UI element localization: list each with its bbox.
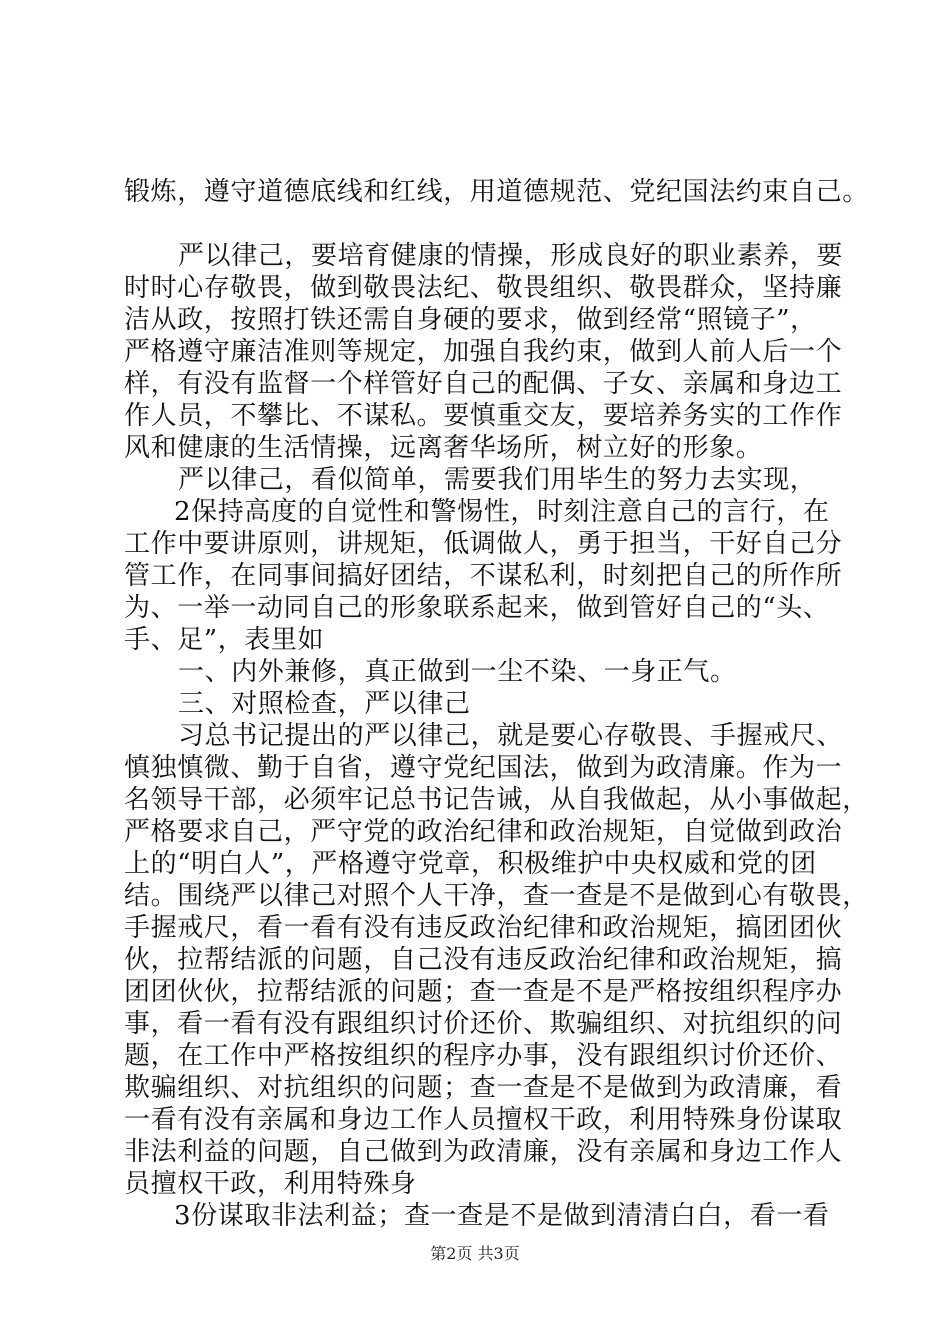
text-line: 结。围绕严以律己对照个人干净，查一查是不是做到心有敬畏， (124, 881, 869, 911)
text-line: 锻炼，遵守道德底线和红线，用道德规范、党纪国法约束自己。 (124, 177, 869, 207)
text-line: 严格要求自己，严守党的政治纪律和政治规矩，自觉做到政治 (124, 817, 843, 847)
section-heading: 三、对照检查，严以律己 (178, 689, 471, 719)
text-line: 欺骗组织、对抗组织的问题；查一查是不是做到为政清廉，看 (124, 1073, 843, 1103)
text-line: 员擅权干政，利用特殊身 (124, 1169, 417, 1199)
text-line: 一看有没有亲属和身边工作人员擅权干政，利用特殊身份谋取 (124, 1105, 843, 1135)
text-line: 风和健康的生活情操，远离奢华场所，树立好的形象。 (124, 433, 763, 463)
text-line: 样，有没有监督一个样管好自己的配偶、子女、亲属和身边工 (124, 369, 843, 399)
text-line: 非法利益的问题，自己做到为政清廉，没有亲属和身边工作人 (124, 1137, 843, 1167)
text-line: 3份谋取非法利益；查一查是不是做到清清白白，看一看 (174, 1201, 830, 1231)
text-line: 手、足”，表里如 (124, 625, 325, 655)
text-line: 为、一举一动同自己的形象联系起来，做到管好自己的“头、 (124, 593, 830, 623)
text-line: 慎独慎微、勤于自省，遵守党纪国法，做到为政清廉。作为一 (124, 753, 843, 783)
text-line: 严格遵守廉洁准则等规定，加强自我约束，做到人前人后一个 (124, 337, 843, 367)
text-line: 习总书记提出的严以律己，就是要心存敬畏、手握戒尺、 (178, 721, 844, 751)
text-line: 题，在工作中严格按组织的程序办事，没有跟组织讨价还价、 (124, 1041, 843, 1071)
text-line: 一、内外兼修，真正做到一尘不染、一身正气。 (178, 657, 737, 687)
text-line: 伙，拉帮结派的问题，自己没有违反政治纪律和政治规矩，搞 (124, 945, 843, 975)
text-line: 名领导干部，必须牢记总书记告诫，从自我做起，从小事做起， (124, 785, 869, 815)
text-line: 团团伙伙，拉帮结派的问题；查一查是不是严格按组织程序办 (124, 977, 843, 1007)
text-line: 管工作，在同事间搞好团结，不谋私利，时刻把自己的所作所 (124, 561, 843, 591)
text-line: 工作中要讲原则，讲规矩，低调做人，勇于担当，干好自己分 (124, 529, 843, 559)
page-number-footer: 第2页 共3页 (430, 1244, 520, 1263)
text-line: 洁从政，按照打铁还需自身硬的要求，做到经常“照镜子”， (124, 305, 817, 335)
text-line: 上的“明白人”，严格遵守党章，积极维护中央权威和党的团 (124, 849, 817, 879)
text-line: 手握戒尺，看一看有没有违反政治纪律和政治规矩，搞团团伙 (124, 913, 843, 943)
text-line: 严以律己，看似简单，需要我们用毕生的努力去实现， (178, 465, 817, 495)
text-line: 严以律己，要培育健康的情操，形成良好的职业素养，要 (178, 241, 844, 271)
text-line: 时时心存敬畏，做到敬畏法纪、敬畏组织、敬畏群众，坚持廉 (124, 273, 843, 303)
text-line: 作人员，不攀比、不谋私。要慎重交友，要培养务实的工作作 (124, 401, 843, 431)
text-line: 2保持高度的自觉性和警惕性，时刻注意自己的言行，在 (174, 497, 830, 527)
text-line: 事，看一看有没有跟组织讨价还价、欺骗组织、对抗组织的问 (124, 1009, 843, 1039)
